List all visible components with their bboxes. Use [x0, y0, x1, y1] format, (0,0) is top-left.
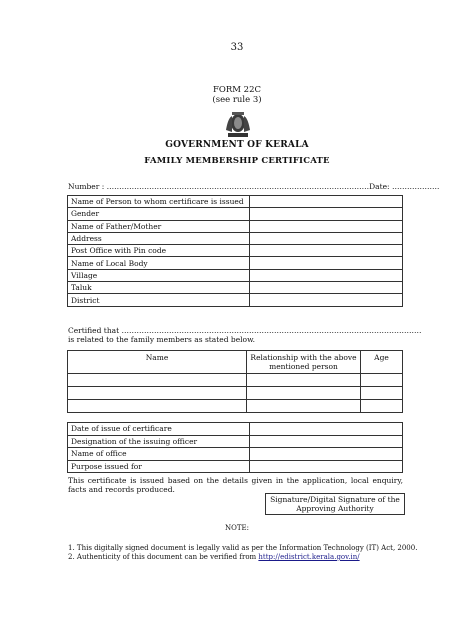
verification-link[interactable]: http://edistrict.kerala.gov.in/ — [258, 553, 360, 561]
row-label: Village — [68, 269, 250, 281]
row-label: Name of Local Body — [68, 257, 250, 269]
row-label: Name of Father/Mother — [68, 220, 250, 232]
table-row — [68, 423, 403, 436]
signature-box: Signature/Digital Signature of the Approving Authority — [265, 493, 405, 515]
table-row — [68, 208, 403, 220]
table-row — [68, 196, 403, 208]
related-line: is related to the family members as stated below. — [68, 335, 255, 344]
row-label: Designation of the issuing officer — [68, 435, 250, 448]
row-value — [250, 423, 403, 436]
row-value — [250, 435, 403, 448]
header-name: Name — [68, 351, 247, 374]
rule-reference: (see rule 3) — [212, 95, 262, 105]
header-relationship: Relationship with the above mentioned person — [247, 351, 361, 374]
row-value — [250, 245, 403, 257]
row-label: Taluk — [68, 282, 250, 294]
table-header-row — [68, 351, 403, 374]
certified-line: Certified that ………………………………………………………………………………………………………… — [68, 326, 422, 335]
certificate-statement: This certificate is issued based on the details given in the application, local enquiry, facts and records produced. — [68, 476, 403, 494]
row-label: Purpose issued for — [68, 460, 250, 473]
row-label: Gender — [68, 208, 250, 220]
table-row — [68, 245, 403, 257]
row-value — [250, 269, 403, 281]
row-value — [250, 220, 403, 232]
table-row — [68, 448, 403, 461]
row-value — [250, 294, 403, 306]
family-members-table — [67, 350, 403, 413]
table-row — [68, 294, 403, 306]
row-value — [250, 208, 403, 220]
number-date-line: Number : ……………………………………………………………………………………………Date: ………………. — [68, 182, 440, 191]
row-value — [250, 257, 403, 269]
table-row — [68, 435, 403, 448]
table-row — [68, 400, 403, 413]
row-value — [250, 448, 403, 461]
table-row — [68, 460, 403, 473]
table-row — [68, 220, 403, 232]
header-age: Age — [361, 351, 403, 374]
note-item-2 — [68, 553, 360, 561]
row-value — [250, 282, 403, 294]
row-value — [250, 232, 403, 244]
government-title: GOVERNMENT OF KERALA — [165, 140, 309, 150]
kerala-emblem-icon — [224, 110, 252, 140]
row-label: Date of issue of certificare — [68, 423, 250, 436]
page-number: 33 — [230, 42, 244, 53]
row-value — [250, 196, 403, 208]
table-row — [68, 269, 403, 281]
table-row — [68, 282, 403, 294]
row-label: Name of Person to whom certificare is issued — [68, 196, 250, 208]
certificate-title: FAMILY MEMBERSHIP CERTIFICATE — [144, 156, 330, 166]
person-details-table — [67, 195, 403, 307]
table-row — [68, 232, 403, 244]
row-label: District — [68, 294, 250, 306]
table-row — [68, 374, 403, 387]
row-label: Name of office — [68, 448, 250, 461]
note-item-1: 1. This digitally signed document is legally valid as per the Information Technology (IT) Act, 2000. — [68, 544, 418, 552]
issue-details-table — [67, 422, 403, 473]
row-label: Post Office with Pin code — [68, 245, 250, 257]
row-value — [250, 460, 403, 473]
table-row — [68, 387, 403, 400]
table-row — [68, 257, 403, 269]
form-header — [0, 85, 474, 105]
form-name: FORM 22C — [213, 85, 261, 95]
note-heading: NOTE: — [224, 524, 249, 532]
note-item-2-text: 2. Authenticity of this document can be verified from — [68, 553, 259, 561]
row-label: Address — [68, 232, 250, 244]
